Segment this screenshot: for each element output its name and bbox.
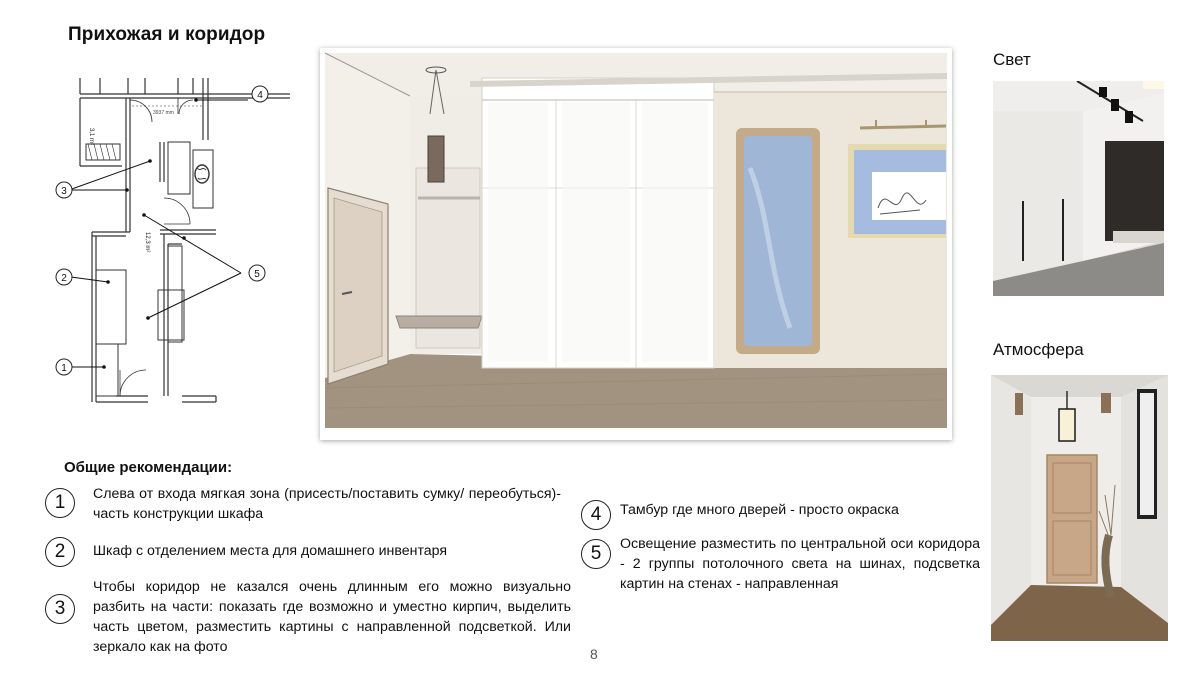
rec-number-5: 5 (581, 539, 611, 569)
atmosphere-reference-photo (991, 375, 1168, 641)
plan-marker-1: 1 (61, 363, 67, 374)
page-number: 8 (590, 646, 598, 662)
plan-marker-2: 2 (61, 273, 67, 284)
atmosphere-label: Атмосфера (993, 340, 1084, 359)
rec-number-4: 4 (581, 500, 611, 530)
rec-number-3: 3 (45, 594, 75, 624)
page-title: Прихожая и коридор (68, 24, 266, 45)
light-label: Свет (993, 50, 1031, 69)
plan-marker-4: 4 (257, 90, 263, 101)
plan-marker-3: 3 (61, 186, 67, 197)
rec-text-2: Шкаф с отделением места для домашнего инвентаря (93, 543, 448, 559)
rec-text-1: Слева от входа мягкая зона (присесть/поставить сумку/ переобуться)- часть конструкции шкафа (93, 486, 561, 522)
plan-area-small: 3,1 m² (88, 128, 94, 146)
interior-sketch-drawing (320, 48, 952, 440)
plan-dim-label: 3937 mm (153, 110, 174, 116)
rec-text-3: Чтобы коридор не казался очень длинным его можно визуально разбить на части: показать где возможно и уместно кирпич, выделить часть цветом, разместить картины с направленной подсветкой. Или зеркало как на фото (93, 579, 571, 655)
recommendations-title: Общие рекомендации: (64, 459, 233, 476)
interior-sketch (320, 48, 952, 440)
rec-text-5: Освещение разместить по центральной оси коридора - 2 группы потолочного света на шинах, подсветка картин на стенах - направленная (620, 536, 980, 592)
floor-plan (50, 70, 290, 410)
plan-area-corridor: 12,3 m² (144, 232, 150, 253)
rec-text-4: Тамбур где много дверей - просто окраска (620, 502, 899, 518)
rec-number-2: 2 (45, 537, 75, 567)
light-reference-photo (993, 81, 1164, 296)
rec-number-1: 1 (45, 488, 75, 518)
plan-marker-5: 5 (254, 269, 260, 280)
